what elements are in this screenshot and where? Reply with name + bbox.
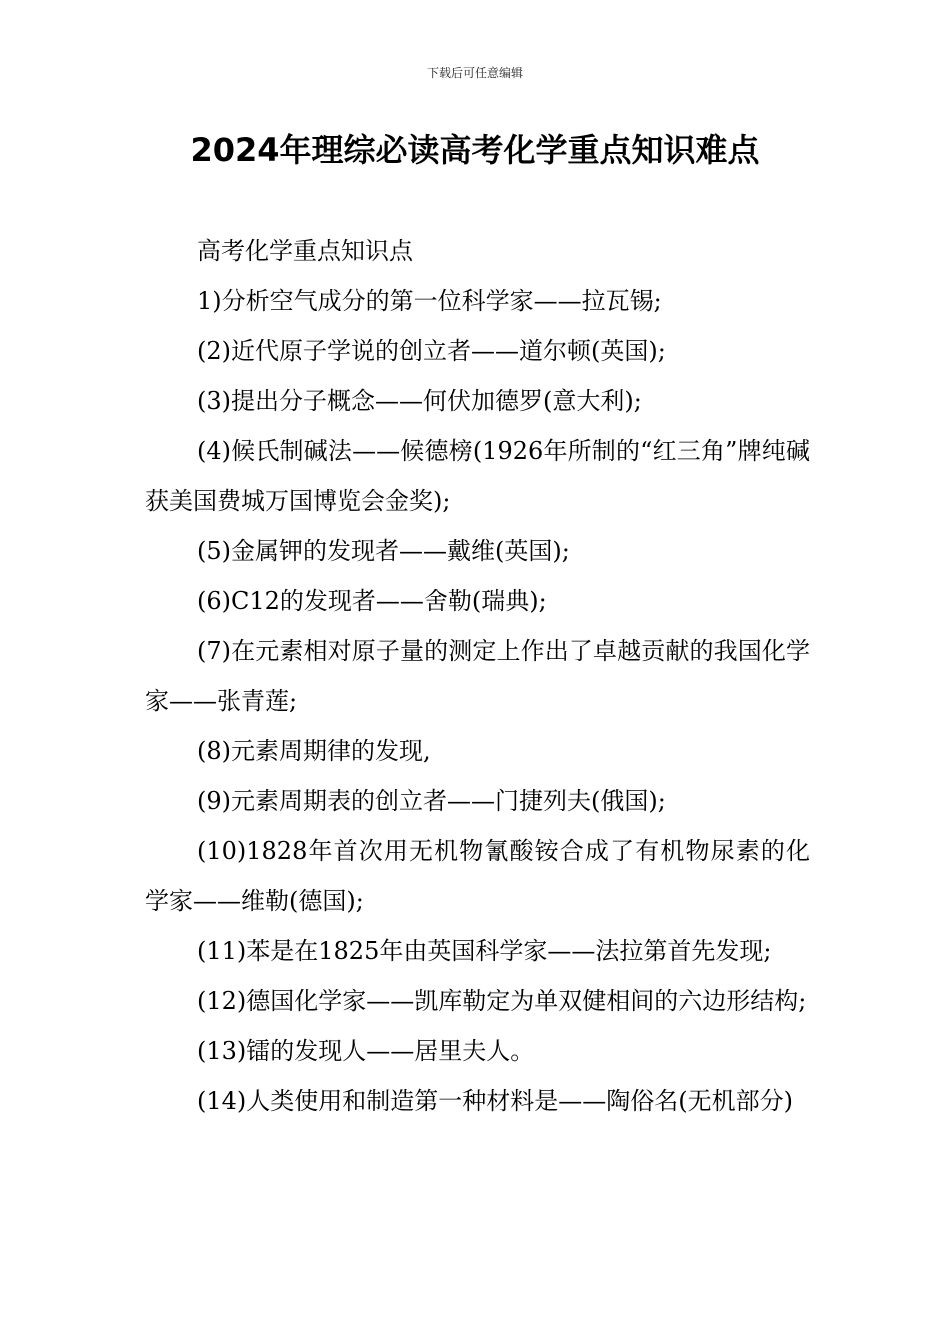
list-item: (11)苯是在1825年由英国科学家——法拉第首先发现;	[197, 937, 772, 965]
list-item: (10)1828年首次用无机物氰酸铵合成了有机物尿素的化学家——维勒(德国);	[145, 837, 810, 915]
list-item: (3)提出分子概念——何伏加德罗(意大利);	[197, 387, 642, 415]
list-item: (2)近代原子学说的创立者——道尔顿(英国);	[197, 337, 666, 365]
list-item: (13)镭的发现人——居里夫人。	[197, 1037, 535, 1065]
list-item: 1)分析空气成分的第一位科学家——拉瓦锡;	[197, 287, 662, 315]
list-item: (14)人类使用和制造第一种材料是——陶俗名(无机部分)	[197, 1087, 793, 1115]
list-item: (8)元素周期律的发现,	[197, 737, 431, 765]
document-title: 2024年理综必读高考化学重点知识难点	[190, 131, 760, 169]
list-item: (12)德国化学家——凯库勒定为单双健相间的六边形结构;	[197, 987, 807, 1015]
list-item: (5)金属钾的发现者——戴维(英国);	[197, 537, 570, 565]
list-item: (6)C12的发现者——舍勒(瑞典);	[197, 587, 547, 615]
section-heading: 高考化学重点知识点	[197, 237, 413, 265]
list-item: (7)在元素相对原子量的测定上作出了卓越贡献的我国化学家——张青莲;	[145, 637, 810, 715]
list-item: (4)候氏制碱法——候德榜(1926年所制的“红三角”牌纯碱获美国费城万国博览会金奖);	[145, 437, 810, 515]
header-note: 下载后可任意编辑	[426, 66, 523, 80]
document-body	[145, 226, 810, 1126]
list-item: (9)元素周期表的创立者——门捷列夫(俄国);	[197, 787, 666, 815]
